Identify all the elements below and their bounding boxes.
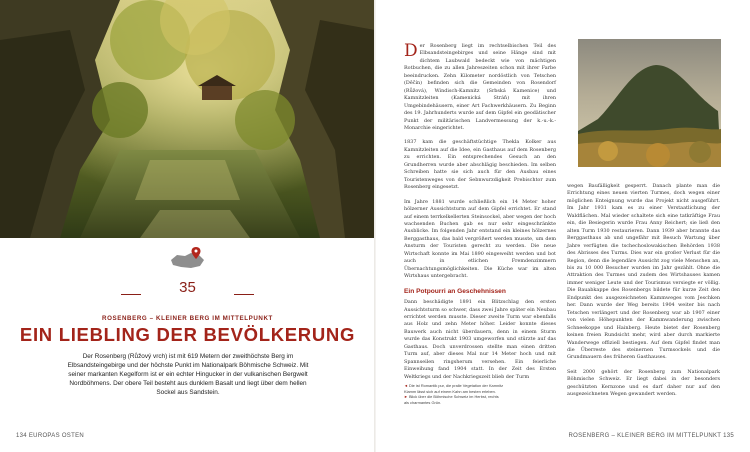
paragraph: Seit 2000 gehört der Rosenberg zum Nationalpark Böhmische Schweiz. Er liegt dabei in der besonders geschützten Kernzone und es darf daher nur auf den ausgezeichneten Wegen gewandert werden. — [567, 368, 720, 398]
paragraph: er Rosenberg liegt im rechtselbischen Teil des Elbsandsteingebirges und seine Hänge sind mit dichtem Laubwald bedeckt wie von mächtigen Rotbuchen, die zu allen Jahreszeiten schon mit ihrer Farbe beeindrucken. Zehn Kilometer nordöstlich von Tetschen (Děčín) befinden sich die Gemeinden von Rosendorf (Růžová), Windisch-Kamnitz (Srbská Kamenice) und Kamnitzleiten (Kamenická Stráň) mit ihren Umgebindehäusern, einer Art Fachwerkhäusern. Zu Beginn des 19. Jahrhunderts wurde auf dem Gipfel ein geodätischer Punkt der militärischen Landvermessung der k.-u.-k.-Monarchie eingerichtet. — [404, 43, 556, 131]
gorge-river-photo — [0, 0, 375, 238]
chapter-number: 35 — [179, 279, 196, 296]
chapter-headline: EIN LIEBLING DER BEVÖLKERUNG — [19, 324, 356, 345]
arrow-left-icon: ◄ — [404, 383, 409, 388]
divider-left — [121, 294, 141, 295]
rosenberg-mountain-photo — [578, 39, 721, 167]
paragraph: 1837 kam die geschäftstüchtige Thekla Kolker aus Kamnitzleiten auf die Idee, ein Gasthaus auf dem Rosenberg zu errichten. Ein entsprechendes Gesuch an den Grundherren wurde aber abschlägig beschieden. Im selben Schreiben hatte sie sich auch für den Ausbau eines Touristenweges von der Sebnwurzdigkeit Prebischtor zum Rosenberg eingesetzt. — [404, 139, 556, 191]
text-column-2 — [567, 183, 720, 406]
text-column-1 — [404, 43, 556, 388]
photo-captions — [404, 383, 504, 405]
paragraph: wegen Baufälligkeit gesperrt. Danach plante man die Errichtung eines neuen vierten Turmes, doch wegen einer möglichen Enteignung wurde das Projekt nicht ausgeführt. Im Jahr 1931 kam es zu einer Verstaatlichung der Waldflächen. Mal wieder schaltete sich eine tatkräftige Frau ein, die Besiegerin wurde Frau Anny Reichert; sie ließ den alten Turm 1930 restaurieren. Dann 1939 aber brannte das Berggasthaus ab und ungefähr mit Besuch Wartung über Jahre verfügten die tschechoslowakischen Behörden 1938 des Abrisses des Turms. Dies war ein großer Verlust für die Region, denn die legendäre Aussicht zog viele Menschen an, bis zu 10 000 Besucher wurden im Jahr gezählt. Ohne die Attraktion des Turmes und zudem des Wirtshauses kamen immer weniger Leute und der Tourismus versiegte er völlig. Die Bauabkappe des Rosenbergs bildete für kurze Zeit den Endpunkt des ausgezeichneten Kammweges vom Jeschken her. Dann wurde der Weg bereits 1904 weiter bis nach Tetschen verlängert und der Rosenberg war ab 1907 einer von vielen Höhepunkten der Kammwanderung zwischen Schneekoppe und Hainberg. Heute bietet der Rosenberg keinen freien Rundsicht mehr, wird aber durch markierte Wanderwege offiziell bestiegen. Auf dem Gipfel findet man die Überreste des steinernen Turmsockels und die Grundmauern des früheren Gasthauses. — [567, 183, 720, 361]
arrow-right-icon: ► — [404, 394, 409, 399]
paragraph: Im Jahre 1881 wurde schließlich ein 14 Meter hoher hölzerner Aussichtsturm auf dem Gipfel errichtet. Er stand auf einem terrkelkellerten Steinsockel, aber wegen der hoch wachsenden Buchen gab es nur sehr eingeschränkte Ausblicke. Im folgenden Jahr entstand ein kleines hölzernes Berggasthaus, das bald vergrößert werden musste, um dem Ansturm der Touristen gerecht zu werden. Die neue Wirtschaft konnte im Mai 1890 eingeweiht werden und bot auch in etlichen Fremdenzimmern Übernachtungsmöglichkeiten. Die Küche war im alten Wirtshaus untergebracht. — [404, 198, 556, 280]
caption-1: Die ist Romantik pur, die pralle Vegetation der Kamnitz Klamm lässt sich auf einem Kahn am besten erleben. — [404, 383, 504, 394]
caption-2: Blick über die Böhmische Schweiz im Herbst, rechts als charmantes Grün. — [404, 394, 499, 405]
page-folio-right: ROSENBERG – KLEINER BERG IM MITTELPUNKT 135 — [568, 433, 734, 439]
divider-right — [234, 294, 254, 295]
intro-paragraph: Der Rosenberg (Růžový vrch) ist mit 619 Metern der zweithöchste Berg im Elbsandsteingebirge und der höchste Punkt im Nationalpark Böhmische Schweiz. Mit seiner markanten Kegelform ist er ein echter Hingucker in der vulkanischen Bergwelt Nordböhmens. Der obere Teil besteht aus dunklem Basalt und liegt über dem hellen Sockel aus Sandstein. — [67, 353, 309, 397]
drop-cap: D — [404, 41, 418, 61]
chapter-kicker: ROSENBERG – KLEINER BERG IM MITTELPUNKT — [102, 315, 273, 322]
page-folio-left: 134 EUROPAS OSTEN — [16, 433, 85, 439]
section-subheading: Ein Potpourri an Geschehnissen — [404, 287, 506, 295]
book-gutter — [374, 0, 376, 452]
paragraph: Dann beschädigte 1891 ein Blitzschlag den ersten Aussichtsturm so schwer, dass zwei Jahre später ein Neubau errichtet werden musste. Dieser zweite Turm war ebenfalls aus Holz und zehn Meter höher. Leider konnte dieses Bauwerk auch nicht überdauern, denn in einem Sturm wurde das Konstrukt 1903 umgeworfen und stürzte auf das Gasthaus. Doch unverdrossen stellte man einen dritten Turm auf, aber dieses Mal nur 14 Meter hoch und mit Spannseilen ringsherum versehen. Ein feierliche Einweihung fand 1904 statt. In der Zeit des Ersten Weltkriegs und der Nachkriegszeit blieb der Turm — [404, 299, 556, 380]
map-location-icon — [167, 246, 207, 272]
